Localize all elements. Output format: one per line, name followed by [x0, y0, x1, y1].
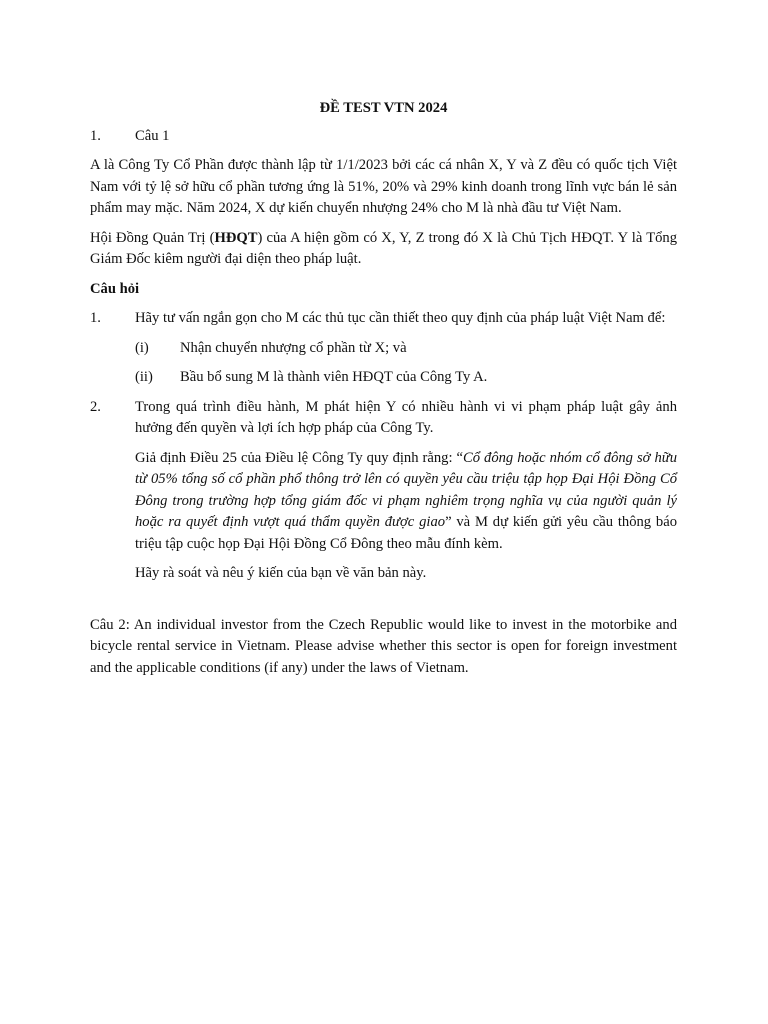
board-abbrev: HĐQT: [214, 229, 258, 246]
item-number: (i): [135, 339, 149, 356]
question-cau2: Câu 2: An individual investor from the Czech Republic would like to invest in the motorbike and bicycle rental service in Vietnam. Please advise whether this sector is open for foreign investment and the applicable conditions (if any) under the laws of Vietnam.: [90, 616, 677, 676]
question-number: 1.: [90, 310, 101, 326]
section-number: 1.: [90, 127, 101, 144]
charter-text-before: Giả định Điều 25 của Điều lệ Công Ty quy định rằng: “: [135, 449, 463, 466]
charter-quote: Cổ đông hoặc nhóm cổ đông sở hữu từ 05% tổng số cổ phần phổ thông trở lên có quyền yêu cầu triệu tập họp Đại Hội Đồng Cổ Đông trong trường hợp tổng giám đốc vi phạm nghiêm trọng nghĩa vụ của người quản lý hoặc ra quyết định vượt quá thẩm quyền được giao: [135, 449, 678, 530]
question-number: 2.: [90, 398, 101, 415]
spacer: [90, 593, 677, 615]
item-text: Nhận chuyển nhượng cổ phần từ X; và: [180, 339, 407, 356]
document-title: ĐỀ TEST VTN 2024: [319, 100, 448, 116]
questions-heading: Câu hỏi: [90, 280, 140, 297]
scenario-paragraph: A là Công Ty Cổ Phần được thành lập từ 1/1/2023 bởi các cá nhân X, Y và Z đều có quốc tịch Việt Nam với tỷ lệ sở hữu cổ phần tương ứng là 51%, 20% và 29% kinh doanh trong lĩnh vực bán lẻ sản phẩm may mặc. Năm 2024, X dự kiến chuyển nhượng 24% cho M là nhà đầu tư Việt Nam.: [90, 157, 677, 216]
document-page: [90, 98, 677, 687]
review-instruction: Hãy rà soát và nêu ý kiến của bạn về văn bản này.: [135, 565, 427, 581]
question-text: Trong quá trình điều hành, M phát hiện Y có nhiều hành vi vi phạm pháp luật gây ảnh hưởng đến quyền và lợi ích hợp pháp của Công Ty.: [135, 398, 677, 436]
charter-text-after: ” và M dự kiến gửi yêu cầu thông báo triệu tập cuộc họp Đại Hội Đồng Cổ Đông theo mẫu đính kèm.: [135, 514, 678, 552]
item-number: (ii): [135, 369, 153, 385]
item-text: Bầu bổ sung M là thành viên HĐQT của Công Ty A.: [180, 369, 488, 385]
charter-paragraph: [135, 448, 677, 556]
question-1-item: [135, 338, 677, 360]
section-label: Câu 1: [135, 127, 170, 144]
question-1-item: [135, 367, 677, 389]
section-heading-cau1: [90, 126, 677, 148]
question-text: Hãy tư vấn ngắn gọn cho M các thủ tục cần thiết theo quy định của pháp luật Việt Nam để:: [135, 310, 666, 326]
board-text-before: Hội Đồng Quản Trị (: [90, 229, 215, 246]
board-paragraph: [90, 228, 677, 271]
board-text-after: ) của A hiện gồm có X, Y, Z trong đó X là Chủ Tịch HĐQT. Y là Tổng Giám Đốc kiêm người đại diện theo pháp luật.: [90, 229, 677, 267]
question-2: [90, 397, 677, 440]
question-1: [90, 308, 677, 330]
